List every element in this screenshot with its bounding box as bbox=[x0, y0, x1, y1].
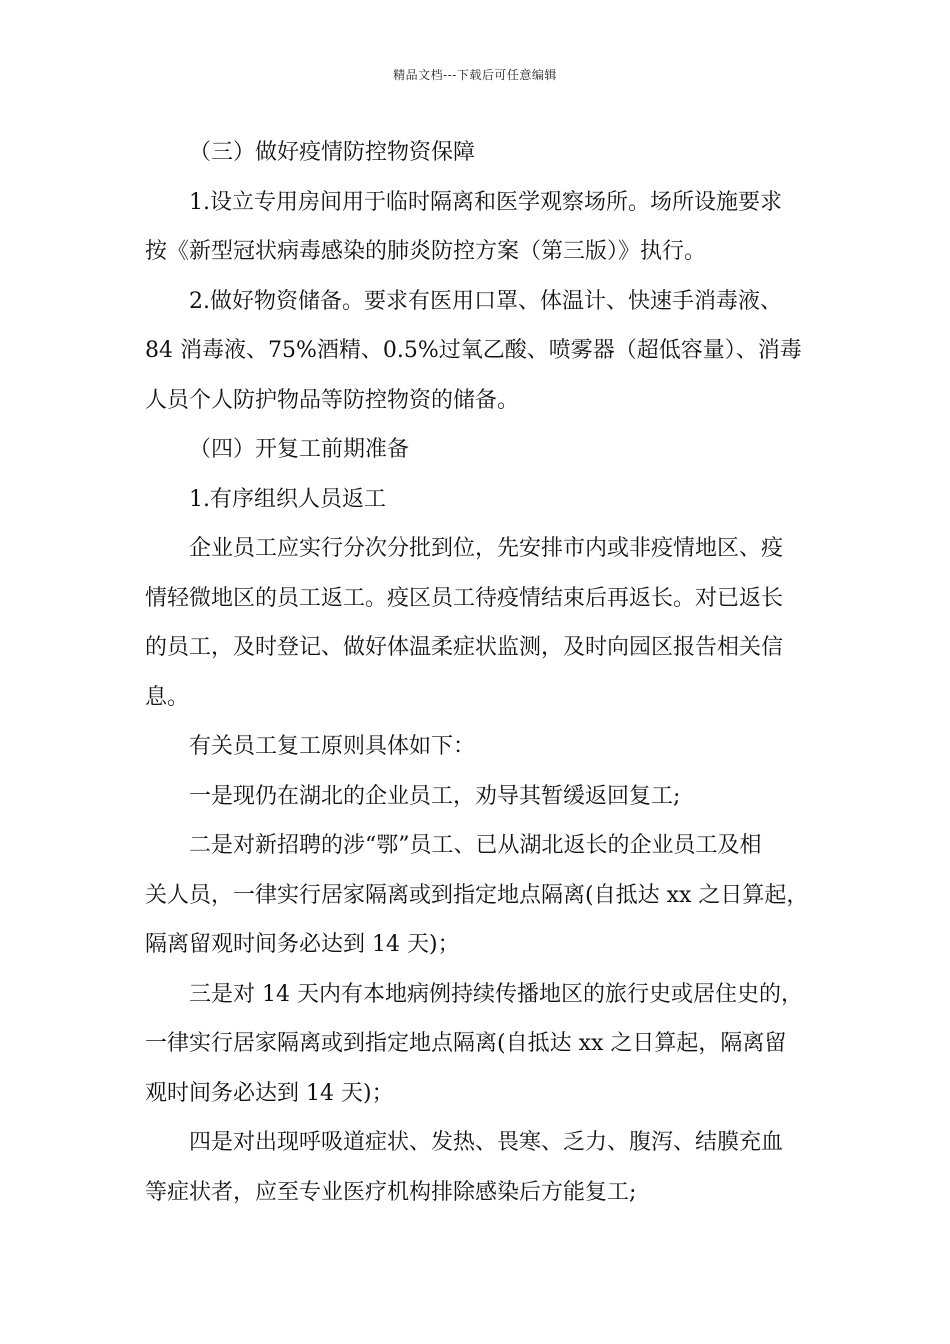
text-line: 一是现仍在湖北的企业员工，劝导其暂缓返回复工; bbox=[189, 783, 681, 809]
text-line: （三）做好疫情防控物资保障 bbox=[189, 140, 476, 165]
text-line: 按《新型冠状病毒感染的肺炎防控方案（第三版）》执行。 bbox=[145, 239, 707, 264]
document-body bbox=[145, 128, 825, 1217]
text-line: 2.做好物资储备。要求有医用口罩、体温计、快速手消毒液、 bbox=[189, 288, 782, 314]
text-line: 二是对新招聘的涉“鄂”员工、已从湖北返长的企业员工及相 bbox=[189, 833, 762, 858]
text-line: 关人员，一律实行居家隔离或到指定地点隔离(自抵达 xx 之日算起， bbox=[145, 882, 809, 908]
text-line: 三是对 14 天内有本地病例持续传播地区的旅行史或居住史的， bbox=[189, 981, 803, 1007]
text-line: 人员个人防护物品等防控物资的储备。 bbox=[145, 387, 520, 413]
text-line: 隔离留观时间务必达到 14 天)； bbox=[145, 932, 460, 957]
text-line: 1.有序组织人员返工 bbox=[189, 486, 386, 512]
paragraph-para-principles bbox=[145, 722, 825, 772]
paragraph-rule-3 bbox=[145, 970, 825, 1119]
paragraph-item3-1 bbox=[145, 178, 825, 277]
text-line: 84 消毒液、75%酒精、0.5%过氧乙酸、喷雾器（超低容量）、消毒 bbox=[145, 338, 802, 363]
paragraph-rule-1 bbox=[145, 772, 825, 822]
text-line: 企业员工应实行分次分批到位，先安排市内或非疫情地区、疫 bbox=[189, 536, 784, 561]
text-line: 1.设立专用房间用于临时隔离和医学观察场所。场所设施要求 bbox=[189, 189, 782, 215]
text-line: 四是对出现呼吸道症状、发热、畏寒、乏力、腹泻、结膜充血 bbox=[189, 1130, 784, 1155]
text-line: 的员工，及时登记、做好体温柔症状监测，及时向园区报告相关信 bbox=[145, 635, 784, 660]
text-line: 等症状者，应至专业医疗机构排除感染后方能复工; bbox=[145, 1179, 637, 1205]
paragraph-section4-heading bbox=[145, 425, 825, 475]
paragraph-para-staff-return bbox=[145, 524, 825, 722]
paragraph-item3-2 bbox=[145, 277, 825, 426]
text-line: （四）开复工前期准备 bbox=[189, 437, 410, 462]
paragraph-rule-4 bbox=[145, 1118, 825, 1217]
text-line: 观时间务必达到 14 天)； bbox=[145, 1080, 394, 1106]
paragraph-section3-heading bbox=[145, 128, 825, 178]
text-line: 息。 bbox=[145, 684, 190, 710]
page-header: 精品文档---下载后可任意编辑 bbox=[393, 68, 557, 82]
text-line: 有关员工复工原则具体如下： bbox=[189, 734, 476, 759]
paragraph-item4-1 bbox=[145, 475, 825, 525]
text-line: 一律实行居家隔离或到指定地点隔离(自抵达 xx 之日算起，隔离留 bbox=[145, 1031, 787, 1056]
paragraph-rule-2 bbox=[145, 821, 825, 970]
text-line: 情轻微地区的员工返工。疫区员工待疫情结束后再返长。对已返长 bbox=[145, 585, 784, 611]
